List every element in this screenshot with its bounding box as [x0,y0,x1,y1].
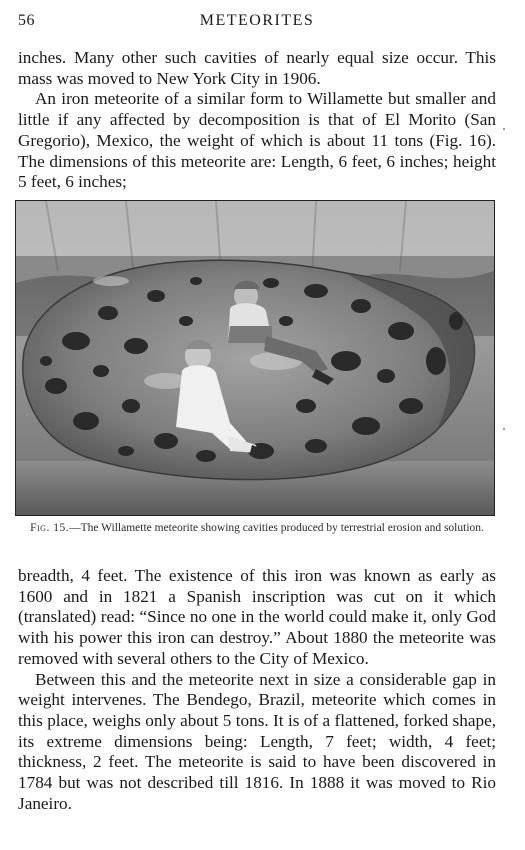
paragraph: An iron meteorite of a similar form to Willamette but smaller and little if any affected by decomposition is that of El Morito (San Gregorio), Mexico, the weight of which is about 11 tons (Fig. 16). The dimensions of this meteorite are: Length, 6 feet, 6 inches; height 5 feet, 6 inches; [18,89,496,192]
figure-caption [18,521,496,535]
body-text-bottom [18,566,496,814]
figure-label: Fig. 15. [30,522,70,534]
paragraph: Between this and the meteorite next in size a considerable gap in weight intervenes. The Bendego, Brazil, meteorite which comes in this place, weighs only about 5 tons. It is of a flattened, forked shape, its extreme dimensions being: Length, 7 feet; width, 4 feet; thickness, 2 feet. The meteorite is said to have been discovered in 1784 but was not described till 1816. In 1888 it was moved to Rio Janeiro. [18,669,496,813]
margin-speck [503,428,505,430]
paragraph: inches. Many other such cavities of nearly equal size occur. This mass was moved to New York City in 1906. [18,48,496,88]
meteorite-photograph [15,200,495,516]
figure-caption-text: —The Willamette meteorite showing cavities produced by terrestrial erosion and solution. [69,522,484,534]
page-header [18,12,496,34]
margin-speck [503,128,505,130]
paragraph: breadth, 4 feet. The existence of this iron was known as early as 1600 and in 1821 a Spanish inscription was cut on it which (translated) read: “Since no one in the world could make it, only God with his power this iron can destroy.” About 1880 the meteorite was removed with several others to the City of Mexico. [18,566,496,668]
running-title: METEORITES [199,12,315,29]
page-number: 56 [18,12,35,29]
body-text-top [18,48,496,193]
